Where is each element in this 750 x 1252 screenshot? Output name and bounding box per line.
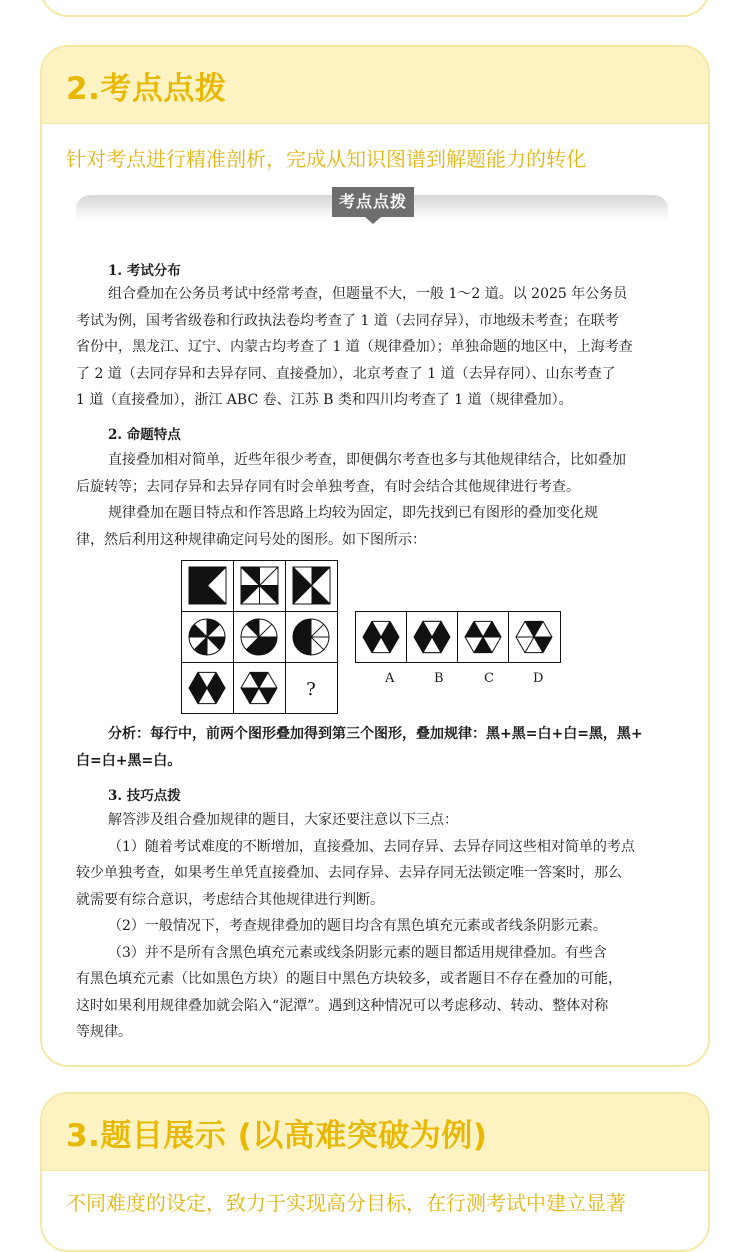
- square-figure-1: [189, 567, 226, 604]
- square-figure-2: [241, 567, 278, 604]
- circle-figure-3: [293, 619, 329, 655]
- figure-grid: [181, 560, 338, 714]
- previous-section-card: [40, 0, 710, 17]
- heading-question-features: 2. 命题特点: [108, 427, 181, 443]
- banner-tag: 考点点拨: [332, 187, 414, 217]
- paragraph-distribution: 组合叠加在公务员考试中经常考查，但题量不大，一般 1～2 道。以 2025 年公务员 考试为例，国考省级卷和行政执法卷均考查了 1 道（去同存异），市地级未考查；在联考 省份中，黑龙江、辽宁、内蒙古均考查了 1 道（规律叠加）；单独命题的地区中，上海考查 了 2 道（去同存异和去异存同、直接叠加），北京考查了 1 道（去异存同）、山东考查了 1 道（直接叠加），浙江 ABC 卷、江苏 B 类和四川均考查了 1 道（规律叠加）。: [76, 286, 633, 408]
- option-c-label: C: [484, 671, 494, 686]
- option-b-label: B: [434, 671, 444, 686]
- heading-exam-distribution: 1. 考试分布: [108, 263, 181, 279]
- option-d-figure: [516, 621, 552, 652]
- analysis-text: 分析：每行中，前两个图形叠加得到第三个图形，叠加规律：黑+黑=白+白=黑，黑+ 白=白+黑=白。: [76, 726, 643, 769]
- section-header: [42, 1094, 708, 1171]
- option-a-figure: [363, 621, 399, 652]
- section-subtitle: 不同难度的设定，致力于实现高分目标，在行测考试中建立显著: [66, 1191, 626, 1215]
- section-question-display-card: [40, 1092, 710, 1252]
- paragraph-features: 直接叠加相对简单，近些年很少考查，即便偶尔考查也多与其他规律结合，比如叠加 后旋转等；去同存异和去异存同有时会单独考查，有时会结合其他规律进行考查。 规律叠加在题目特点和作答思路上均较为固定，即先找到已有图形的叠加变化规 律，然后利用这种规律确定问号处的图形。如下图所示：: [76, 452, 626, 548]
- option-b-figure: [414, 621, 450, 652]
- answer-options: [355, 611, 561, 663]
- section-subtitle: 针对考点进行精准剖析，完成从知识图谱到解题能力的转化: [66, 147, 586, 171]
- heading-tips: 3. 技巧点拨: [108, 788, 181, 804]
- circle-figure-2: [241, 619, 277, 655]
- section-title: 2.考点点拨: [66, 71, 227, 107]
- option-d-label: D: [533, 671, 544, 686]
- paragraph-tips: 解答涉及组合叠加规律的题目，大家还要注意以下三点： （1）随着考试难度的不断增加，直接叠加、去同存异、去异存同这些相对简单的考点 较少单独考查，如果考生单凭直接叠加、去同存异、去异存同无法锁定唯一答案时，那么 就需要有综合意识，考虑结合其他规律进行判断。 （2）一般情况下，考查规律叠加的题目均含有黑色填充元素或者线条阴影元素。 （3）并不是所有含黑色填充元素或线条阴影元素的题目都适用规律叠加。有些含 有黑色填充元素（比如黑色方块）的题目中黑色方块较多，或者题目不存在叠加的可能， 这时如果利用规律叠加就会陷入“泥潭”。遇到这种情况可以考虑移动、转动、整体对称 等规律。: [76, 812, 635, 1040]
- section-exam-points-card: [40, 45, 710, 1067]
- circle-figure-1: [189, 619, 225, 655]
- option-c-figure: [465, 621, 501, 652]
- option-a-label: A: [385, 671, 395, 686]
- section-header: [42, 47, 708, 124]
- section-title: 3.题目展示 (以高难突破为例): [66, 1118, 488, 1154]
- hexagon-figure-2: [241, 672, 277, 703]
- hexagon-figure-1: [189, 672, 225, 703]
- square-figure-3: [293, 567, 330, 604]
- question-mark: ?: [306, 679, 316, 700]
